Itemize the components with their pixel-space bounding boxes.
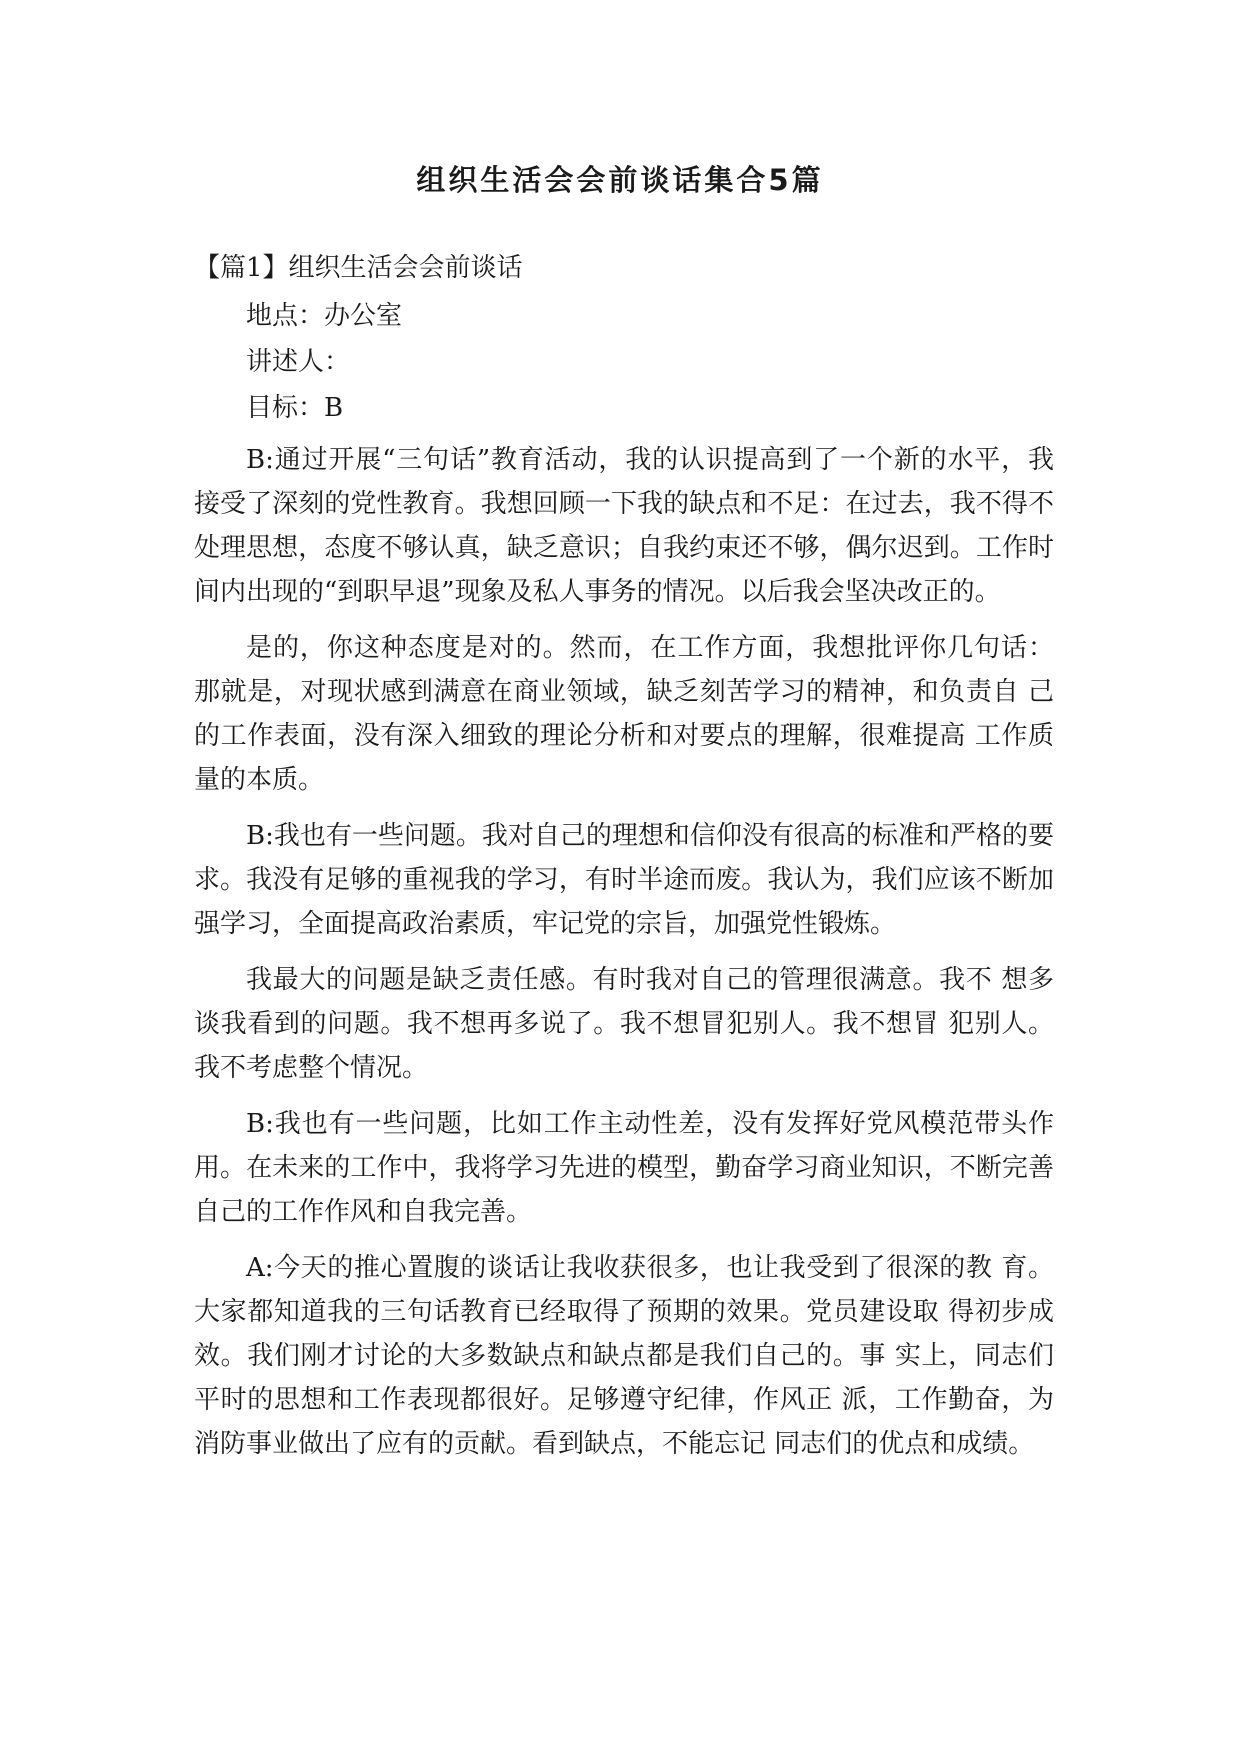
paragraph: 是的，你这种态度是对的。然而，在工作方面，我想批评你几句话： 那就是，对现状感到满意在商业领域，缺乏刻苦学习的精神，和负责自 己的工作表面，没有深入细致的理论分析和对要点的理解，很难提高 工作质量的本质。 (194, 633, 1054, 795)
meta-location: 地点：办公室 (246, 301, 403, 331)
document-title: 组织生活会会前谈话集合5篇 (416, 163, 824, 197)
section-heading: 【篇1】组织生活会会前谈话 (194, 253, 523, 283)
paragraph: A:今天的推心置腹的谈话让我收获很多，也让我受到了很深的教 育。大家都知道我的三句话教育已经取得了预期的效果。党员建设取 得初步成效。我们刚才讨论的大多数缺点和缺点都是我们自己的。事 实上，同志们平时的思想和工作表现都很好。足够遵守纪律，作风正 派，工作勤奋，为消防事业做出了应有的贡献。看到缺点，不能忘记 同志们的优点和成绩。 (194, 1253, 1054, 1459)
document-body (194, 246, 1054, 1466)
paragraph: B:通过开展“三句话”教育活动，我的认识提高到了一个新的水平，我接受了深刻的党性教育。我想回顾一下我的缺点和不足：在过去，我不得不处理思想，态度不够认真，缺乏意识；自我约束还不够，偶尔迟到。工作时间内出现的“到职早退”现象及私人事务的情况。以后我会坚决改正的。 (194, 445, 1054, 607)
paragraph: 我最大的问题是缺乏责任感。有时我对自己的管理很满意。我不 想多谈我看到的问题。我不想再多说了。我不想冒犯别人。我不想冒 犯别人。我不考虑整个情况。 (194, 965, 1054, 1083)
meta-target: 目标：B (246, 393, 344, 423)
paragraph: B:我也有一些问题，比如工作主动性差，没有发挥好党风模范带头作用。在未来的工作中，我将学习先进的模型，勤奋学习商业知识，不断完善自己的工作作风和自我完善。 (194, 1109, 1054, 1227)
paragraph: B:我也有一些问题。我对自己的理想和信仰没有很高的标准和严格的要求。我没有足够的重视我的学习，有时半途而废。我认为，我们应该不断加强学习，全面提高政治素质，牢记党的宗旨，加强党性锻炼。 (194, 821, 1054, 939)
meta-narrator: 讲述人： (246, 347, 351, 377)
